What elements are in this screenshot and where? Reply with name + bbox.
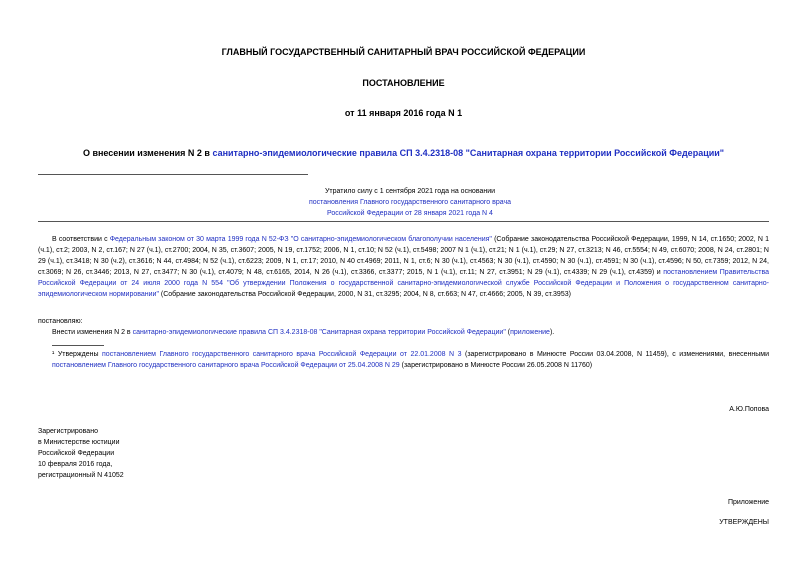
government-resolution-link[interactable]: постановлением Правительства Российской Федерации от 24 июля 2000 года N 554 "Об утверждении Положения о государственной санитарно-эпидемиологической службе Российской Федерации и Положения о государственном санитарно-эпидемиологическом нормировании"	[38, 269, 769, 298]
status-note-line: Утратило силу с 1 сентября 2021 года на основании	[324, 188, 496, 195]
footnote-marker: ¹	[52, 351, 55, 358]
document-date-number: от 11 января 2016 года N 1	[344, 108, 463, 118]
title-rules-link[interactable]: санитарно-эпидемиологические правила СП 3.4.2318-08 "Санитарная охрана территории Российской Федерации"	[212, 148, 725, 158]
registration-block	[38, 426, 124, 481]
preamble-paragraph	[38, 234, 769, 300]
signature: А.Ю.Попова	[729, 406, 769, 413]
approved-label: УТВЕРЖДЕНЫ	[719, 519, 769, 526]
footnote-text: (зарегистрировано в Минюсте России 03.04.2008, N 11459), с изменениями, внесенными	[461, 351, 769, 358]
divider-short	[38, 174, 308, 175]
status-note	[270, 186, 550, 219]
registration-line: Российской Федерации	[38, 450, 115, 457]
footnote-text: (зарегистрировано в Минюсте России 26.05.2008 N 11760)	[399, 362, 593, 369]
document-type: ПОСТАНОВЛЕНИЕ	[362, 78, 445, 88]
registration-line: 10 февраля 2016 года,	[38, 461, 113, 468]
footnote-link-2[interactable]: постановлением Главного государственного санитарного врача Российской Федерации от 25.04.2008 N 29	[52, 362, 400, 369]
preamble-text: В соответствии с	[52, 236, 110, 243]
appendix-link[interactable]: приложение	[510, 329, 550, 336]
rules-link[interactable]: санитарно-эпидемиологические правила СП 3.4.2318-08 "Санитарная охрана территории Российской Федерации"	[132, 329, 506, 336]
preamble-text: (Собрание законодательства Российской Федерации, 2000, N 31, ст.3295; 2004, N 8, ст.663; N 47, ст.4666; 2005, N 39, ст.3953)	[158, 291, 571, 298]
divider-full	[38, 221, 769, 222]
issuing-authority: ГЛАВНЫЙ ГОСУДАРСТВЕННЫЙ САНИТАРНЫЙ ВРАЧ РОССИЙСКОЙ ФЕДЕРАЦИИ	[221, 47, 586, 57]
status-note-link-2[interactable]: Российской Федерации от 28 января 2021 года N 4	[327, 210, 493, 217]
footnote-link-1[interactable]: постановлением Главного государственного санитарного врача Российской Федерации от 22.01.2008 N 3	[102, 351, 462, 358]
registration-line: Зарегистрировано	[38, 428, 98, 435]
resolves-paragraph	[52, 327, 769, 338]
status-note-link-1[interactable]: постановления Главного государственного санитарного врача	[308, 199, 512, 206]
resolves-text: Внести изменения N 2 в	[52, 329, 133, 336]
preamble-text: (Собрание законодательства Российской Федерации, 1999, N 14, ст.1650; 2002, N 1 (ч.1), ст.2; 2003, N 2, ст.167; N 27 (ч.1), ст.2700; 2004, N 35, ст.3607; 2005, N 19, ст.1752; 2006, N 1, ст.10; N 52 (ч.1), ст.5498; 2007 N 1 (ч.1), ст.21; N 1 (ч.1), ст.29; N 27, ст.3213; N 46, ст.5554; N 49, ст.6070; 2008, N 24, ст.2801; N 29 (ч.1), ст.3418; N 30 (ч.2), ст.3616; N 44, ст.4984; N 52 (ч.1), ст.6223; 2009, N 1, ст.17; 2010, N 40 ст.4969; 2011, N 1, ст.6; N 30 (ч.1), ст.4563; N 30 (ч.1), ст.4590; N 30 (ч.1), ст.4591; N 30 (ч.1), ст.4596; N 50, ст.7359; 2012, N 24, ст.3069; N 26, ст.3446; 2013, N 27, ст.3477; N 30 (ч.1), ст.4079; N 48, ст.6165, 2014, N 26 (ч.1), ст.3366, ст.3377; 2015, N 1 (ч.1), ст.11; N 27, ст.3951; N 29 (ч.1), ст.4339; N 29 (ч.1), ст.4359) и	[38, 236, 769, 276]
federal-law-link[interactable]: Федеральным законом от 30 марта 1999 года N 52-ФЗ "О санитарно-эпидемиологическом благополучии населения"	[109, 236, 492, 243]
registration-line: в Министерстве юстиции	[38, 439, 120, 446]
registration-line: регистрационный N 41052	[38, 472, 124, 479]
resolves-text: ).	[549, 329, 555, 336]
footnote	[52, 349, 769, 371]
resolves-label: постановляю:	[38, 318, 83, 325]
footnote-text: Утверждены	[54, 351, 103, 358]
title-prefix: О внесении изменения N 2 в	[82, 148, 213, 158]
resolves-text: (	[505, 329, 511, 336]
footnote-divider	[52, 345, 104, 346]
appendix-label: Приложение	[727, 499, 769, 506]
document-title	[0, 148, 807, 158]
